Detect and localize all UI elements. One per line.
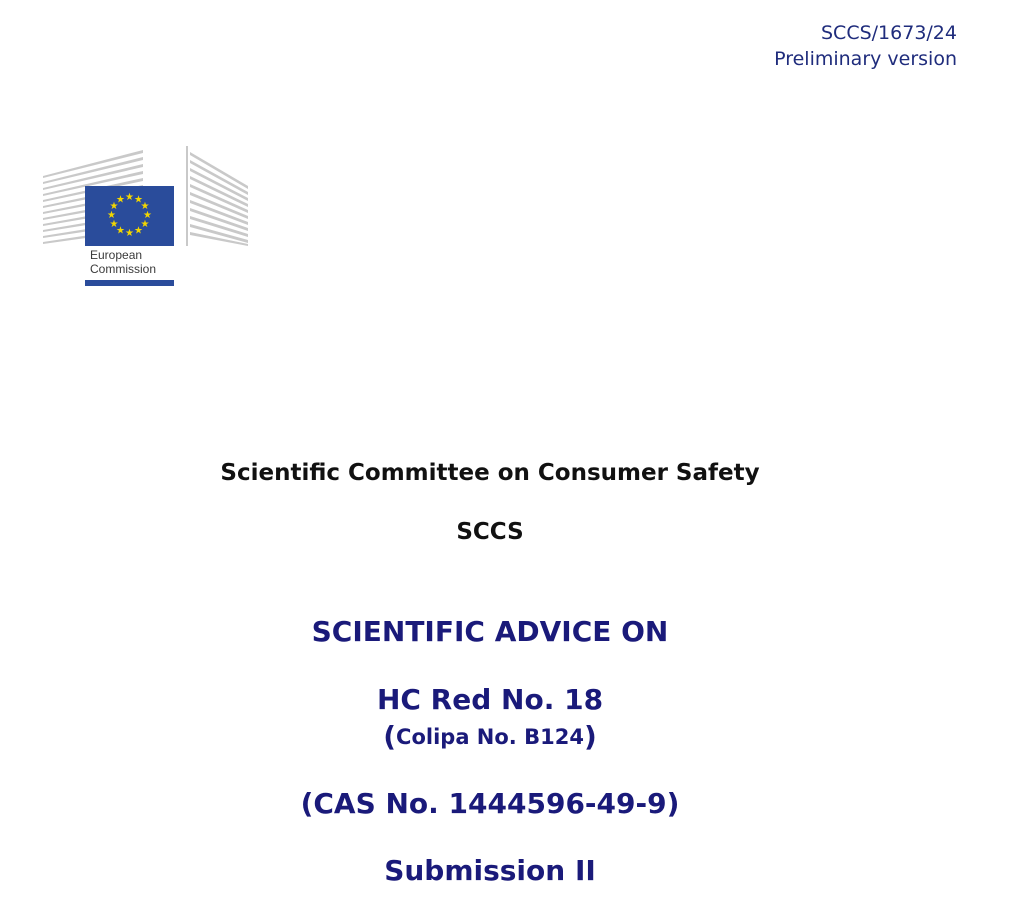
colipa-close-paren: ) [583,720,597,753]
svg-text:★: ★ [116,194,125,206]
logo-underline-bar [85,280,174,286]
document-reference-number: SCCS/1673/24 [821,22,957,44]
logo-line-commission: Commission [90,262,157,276]
svg-text:★: ★ [109,201,119,212]
svg-text:★: ★ [134,225,143,237]
svg-text:★: ★ [125,192,134,203]
svg-text:★: ★ [107,210,116,221]
logo-line-european: European [90,248,143,262]
cas-number: (CAS No. 1444596-49-9) [300,787,680,820]
advice-heading: SCIENTIFIC ADVICE ON [311,615,669,648]
svg-text:★: ★ [140,201,150,212]
svg-text:★: ★ [116,225,125,237]
colipa-number: Colipa No. B124 [396,725,584,749]
svg-text:★: ★ [143,210,152,221]
document-reference-block [774,20,957,72]
colipa-open-paren: ( [383,720,397,753]
logo-wordmark [90,248,156,276]
svg-text:★: ★ [109,219,119,230]
colipa-number-line [0,720,980,753]
document-status: Preliminary version [774,48,957,70]
svg-text:★: ★ [140,219,150,230]
committee-acronym: SCCS [456,519,524,545]
svg-text:★: ★ [134,194,143,206]
european-commission-logo [40,140,252,290]
committee-name: Scientific Committee on Consumer Safety [220,460,760,486]
svg-text:★: ★ [125,228,134,239]
substance-name: HC Red No. 18 [376,683,604,716]
submission-label: Submission II [384,854,596,887]
